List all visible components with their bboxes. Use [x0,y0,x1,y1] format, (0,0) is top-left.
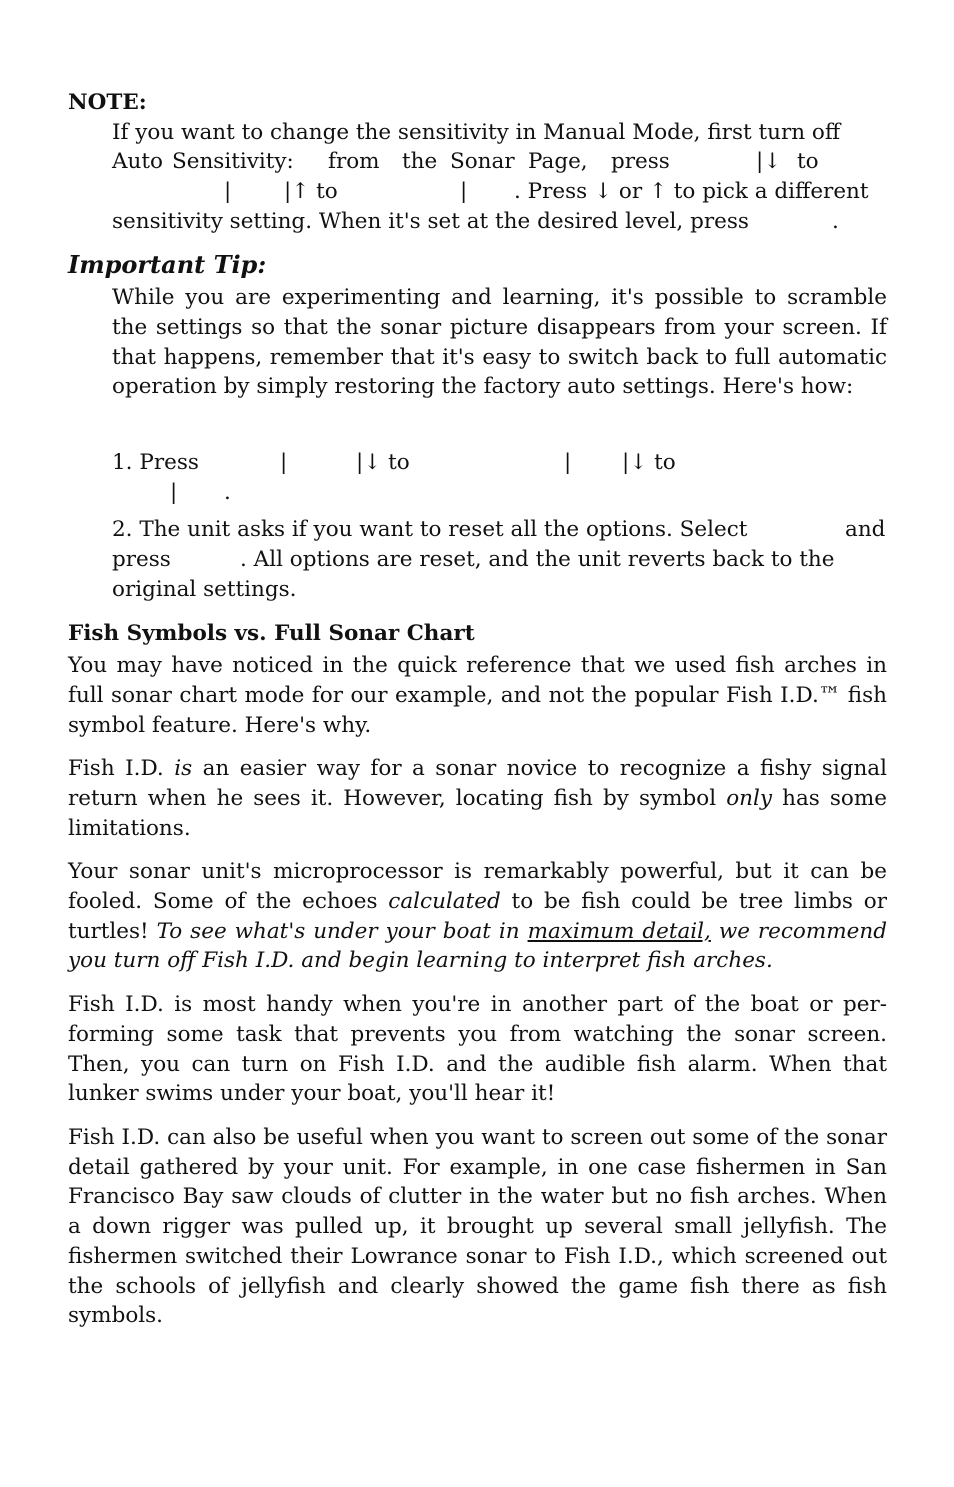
section-heading: Fish Symbols vs. Full Sonar Chart [68,621,475,647]
paragraph-2: Fish I.D. is an easier way for a sonar novice to recognize a fishy signal return when he sees it. However, locating fish by symbol only has some limitations. [68,756,888,841]
note-line-3: | |↑ to | . Press ↓ or ↑ to pick a different [224,179,869,205]
tip-body [68,283,887,604]
tip-paragraph: While you are experimenting and learning, it's possible to scramble the settings so that the sonar picture disappears from your screen. If that happens, remember that it's easy to switch back to full automatic operation by simply restoring the factory auto settings. Here's how: [112,285,887,400]
step-1: 1. Press | |↓ to | |↓ to | . [112,449,676,505]
paragraph-4: Fish I.D. is most handy when you're in another part of the boat or performing some task that prevents you from watching the sonar screen. Then, you can turn on Fish I.D. and the audible fish alarm. When that lunker swims under your boat, you'll hear it! [68,992,887,1107]
important-tip-label: Important Tip: [68,250,267,280]
note-line-2: Auto Sensitivity: from the Sonar Page, press |↓ to [112,149,819,175]
paragraph-3: Your sonar unit's microprocessor is remarkably powerful, but it can be fooled. Some of the echoes calculated to be fish could be tree limbs or turtles! To see what's under your boat in maximum detail, we recommend you turn off Fish I.D. and begin learning to interpret fish arches. [68,859,887,974]
step-2: 2. The unit asks if you want to reset all the options. Select and press . All options are reset, and the unit reverts back to the original settings. [112,517,886,602]
paragraph-1: You may have noticed in the quick reference that we used fish arches in full sonar chart mode for our example, and not the popular Fish I.D.™ fish symbol feature. Here's why. [68,653,887,738]
note-line-4: sensitivity setting. When it's set at the desired level, press . [112,208,839,234]
note-body [68,118,887,237]
note-label: NOTE: [68,90,147,115]
paragraph-5: Fish I.D. can also be useful when you want to screen out some of the sonar detail gathered by your unit. For example, in one case fishermen in San Francisco Bay saw clouds of clutter in the water but no fish arches. When a down rigger was pulled up, it brought up several small jellyfish. The fishermen switched their Lowrance sonar to Fish I.D., which screened out the schools of jellyfish and clearly showed the game fish there as fish symbols. [68,1124,887,1329]
note-line-1: If you want to change the sensitivity in Manual Mode, first turn off [112,119,841,145]
